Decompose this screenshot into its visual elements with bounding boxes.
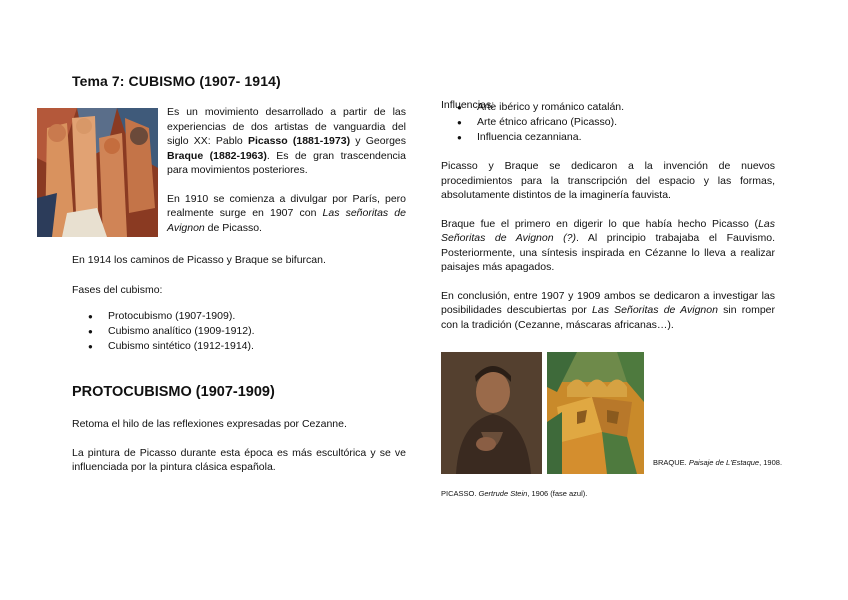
influencias-list [441,100,775,145]
picasso-caption: PICASSO. Gertrude Stein, 1906 (fase azul). [441,489,588,498]
list-item: ● Arte étnico africano (Picasso). [441,115,775,130]
right-paragraph-1: Picasso y Braque se dedicaron a la invención de nuevos procedimientos para la transcripción del espacio y las formas, absolutamente distintos de la imaginería fauvista. [441,160,775,201]
intro-paragraph-2: En 1910 se comienza a divulgar por París, pero realmente surge en 1907 con Las señoritas de Avignon de Picasso. [167,192,406,234]
list-item: ● Protocubismo (1907-1909). [72,309,406,324]
list-item: ● Arte ibérico y románico catalán. [441,100,775,115]
intro-paragraph-1: Es un movimiento desarrollado a partir de las experiencias de dos artistas de vanguardia del siglo XX: Pablo Picasso (1881-1973) y Georges Braque (1882-1963). Es de gran trascendencia para movimientos posteriores. [167,106,406,176]
fases-label: Fases del cubismo: [72,284,163,296]
estaque-painting [547,352,644,474]
right-paragraph-3: En conclusión, entre 1907 y 1909 ambos se dedicaron a investigar las posibilidades descubiertas por Las Señoritas de Avignon sin romper con la tradición (Cezanne, máscaras africanas…). [441,289,776,331]
bifurcan-paragraph: En 1914 los caminos de Picasso y Braque se bifurcan. [72,254,326,266]
list-item: ● Cubismo sintético (1912-1914). [72,339,406,354]
braque-caption: BRAQUE. Paisaje de L'Estaque, 1908. [653,458,783,467]
avignon-painting [37,108,158,237]
protocubismo-paragraph-2: La pintura de Picasso durante esta época es más escultórica y se ve influenciada por la pintura clásica española. [72,446,406,473]
protocubismo-heading: PROTOCUBISMO (1907-1909) [72,384,275,400]
right-paragraph-2: Braque fue el primero en digerir lo que había hecho Picasso (Las Señoritas de Avignon (?). Al principio trabajaba el Fauvismo. Posteriormente, una síntesis inspirada en Cézanne lo lleva a realizar paisajes más apagados. [441,217,775,273]
gertrude-stein-painting [441,352,542,474]
list-item: ● Influencia cezanniana. [441,130,775,145]
fases-list [72,309,406,354]
protocubismo-paragraph-1: Retoma el hilo de las reflexiones expresadas por Cezanne. [72,418,347,430]
page-title: Tema 7: CUBISMO (1907- 1914) [72,73,281,89]
influencias-label: Influencias: [441,99,495,111]
list-item: ● Cubismo analítico (1909-1912). [72,324,406,339]
